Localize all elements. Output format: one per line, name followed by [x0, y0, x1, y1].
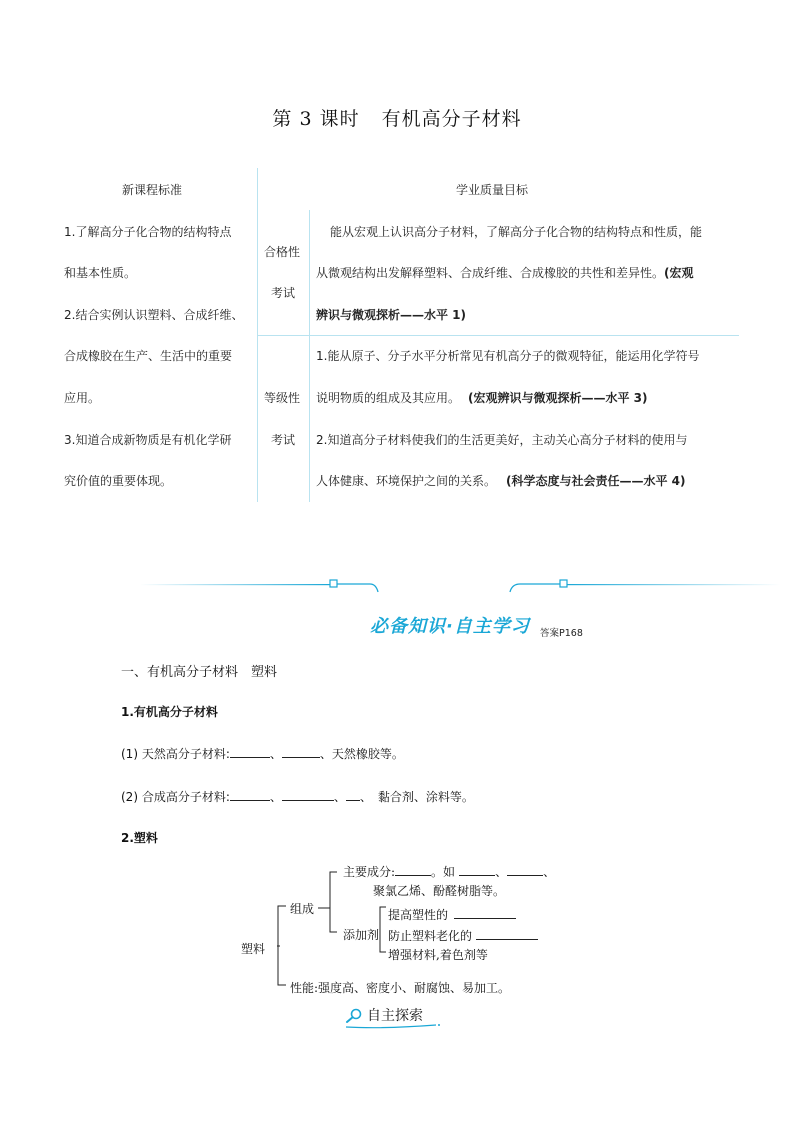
level-label: 考试 [271, 433, 296, 447]
answer-blank[interactable] [346, 790, 360, 801]
separator: 、 [333, 790, 346, 804]
header-standards: 新课程标准 [122, 183, 183, 197]
goal-level-tag: (科学态度与社会责任——水平 4) [506, 474, 686, 488]
lesson-number: 第 3 课时 [272, 108, 360, 130]
diagram-text: 。如 [431, 865, 456, 879]
lesson-title: 有机高分子材料 [381, 108, 522, 130]
answer-blank[interactable] [459, 865, 495, 876]
diagram-branch-compose: 组成 [290, 902, 315, 916]
standard-line: 合成橡胶在生产、生活中的重要 [64, 349, 233, 363]
diagram-root: 塑料 [241, 942, 266, 956]
standard-line: 和基本性质。 [64, 266, 137, 280]
answer-blank[interactable] [230, 747, 270, 758]
separator: 、 [269, 790, 282, 804]
diagram-text: 主要成分: [343, 865, 396, 879]
level-label: 等级性 [264, 391, 301, 405]
goal-text: 能从宏观上认识高分子材料，了解高分子化合物的结构特点和性质，能 [330, 225, 703, 239]
diagram-branch-performance: 性能:强度高、密度小、耐腐蚀、易加工。 [290, 981, 511, 995]
separator: 、 [269, 747, 282, 761]
goal-level-tag: 辨识与微观探析——水平 1) [316, 308, 467, 322]
explore-title: 自主探索 [367, 1008, 423, 1024]
table-row-divider [257, 335, 739, 336]
banner-decoration [140, 578, 780, 608]
standard-line: 2.结合实例认识塑料、合成纤维、 [64, 308, 244, 322]
goal-text: 1.能从原子、分子水平分析常见有机高分子的微观特征，能运用化学符号 [316, 349, 700, 363]
answer-blank[interactable] [476, 929, 538, 940]
diagram-text: 提高塑性的 [388, 908, 449, 922]
goal-text-line: 从微观结构出发解释塑料、合成纤维、合成橡胶的共性和差异性。 [316, 266, 665, 280]
question-text: 黏合剂、涂料等。 [377, 790, 474, 804]
goal-level-tag: (宏观辨识与微观探析——水平 3) [468, 391, 648, 405]
separator: 、 [359, 790, 372, 804]
standard-line: 1.了解高分子化合物的结构特点 [64, 225, 232, 239]
goal-text-line: 人体健康、环境保护之间的关系。 [316, 474, 497, 488]
diagram-text: 聚氯乙烯、酚醛树脂等。 [373, 884, 506, 898]
question-line [121, 788, 474, 805]
answer-blank[interactable] [282, 747, 320, 758]
subheading: 2.塑料 [121, 831, 158, 845]
banner-title: 必备知识·自主学习 [370, 616, 530, 637]
answer-blank[interactable] [230, 790, 270, 801]
diagram-text: 防止塑料老化的 [388, 929, 473, 943]
standard-line: 究价值的重要体现。 [64, 474, 173, 488]
subheading: 1.有机高分子材料 [121, 705, 218, 719]
goal-text: 2.知道高分子材料使我们的生活更美好，主动关心高分子材料的使用与 [316, 433, 688, 447]
standard-line: 应用。 [64, 391, 101, 405]
answer-blank[interactable] [507, 865, 543, 876]
answer-blank[interactable] [454, 908, 516, 919]
goal-text [316, 267, 694, 279]
goal-text-line: 说明物质的组成及其应用。 [316, 391, 461, 405]
level-label: 考试 [271, 286, 296, 300]
answer-ref: 答案P168 [540, 628, 583, 639]
diagram-additive-item [388, 927, 538, 944]
separator: 、 [543, 865, 556, 879]
separator: 、 [495, 865, 508, 879]
section-heading: 一、有机高分子材料 塑料 [121, 665, 278, 680]
table-divider-2 [309, 210, 310, 502]
level-label: 合格性 [264, 245, 301, 259]
diagram-additive-item: 增强材料,着色剂等 [388, 948, 488, 962]
answer-blank[interactable] [395, 865, 431, 876]
page-title [0, 104, 794, 131]
standard-line: 3.知道合成新物质是有机化学研 [64, 433, 232, 447]
question-line [121, 745, 404, 762]
goal-text [316, 475, 686, 487]
question-text: (1) 天然高分子材料: [121, 747, 230, 761]
header-goals: 学业质量目标 [456, 183, 529, 197]
goal-text [316, 392, 648, 404]
diagram-additive-item [388, 906, 516, 923]
underline-decoration [344, 1019, 444, 1031]
answer-blank[interactable] [282, 790, 334, 801]
question-text: 、天然橡胶等。 [319, 747, 404, 761]
goal-level-tag: (宏观 [664, 266, 694, 280]
diagram-additive: 添加剂 [343, 928, 380, 942]
diagram-main-component [343, 863, 555, 880]
question-text: (2) 合成高分子材料: [121, 790, 230, 804]
